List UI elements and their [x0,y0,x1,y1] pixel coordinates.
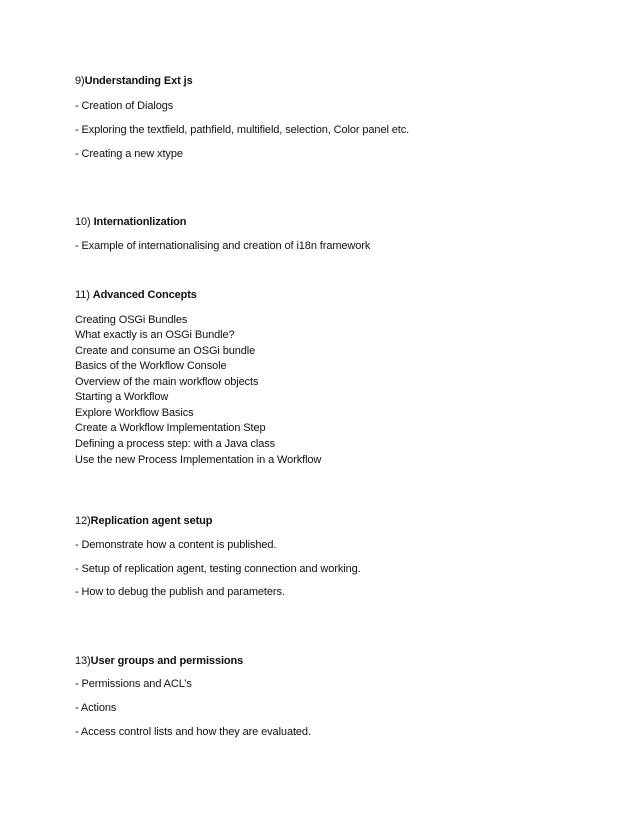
section-line: Starting a Workflow [75,391,169,403]
section-line: - Example of internationalising and creation of i18n framework [75,240,371,252]
section-line: Creating OSGi Bundles [75,314,188,326]
section-title: Internationlization [93,216,187,228]
section-heading-12 [75,514,212,528]
section-line: - Creating a new xtype [75,148,183,160]
section-heading-10 [75,215,186,229]
section-title: Replication agent setup [90,515,213,527]
section-title: Advanced Concepts [92,289,197,301]
section-line: Defining a process step: with a Java class [75,438,276,450]
section-number: 10) [75,216,91,228]
section-line: What exactly is an OSGi Bundle? [75,329,235,341]
section-heading-9 [75,74,193,88]
section-line: Overview of the main workflow objects [75,376,259,388]
section-line: - Creation of Dialogs [75,100,174,112]
section-number: 9) [75,75,85,87]
section-line: - Demonstrate how a content is published. [75,539,277,551]
section-heading-11 [75,288,197,302]
section-line: Create a Workflow Implementation Step [75,422,266,434]
section-heading-13 [75,654,243,668]
section-number: 13) [75,655,91,667]
section-line: Explore Workflow Basics [75,407,194,419]
section-line: Use the new Process Implementation in a Workflow [75,454,322,466]
section-line: - Actions [75,702,117,714]
section-title: Understanding Ext js [84,75,193,87]
section-line: - Access control lists and how they are evaluated. [75,726,311,738]
section-line: Basics of the Workflow Console [75,360,227,372]
section-line: - Setup of replication agent, testing connection and working. [75,563,361,575]
section-line: - Permissions and ACL’s [75,678,192,690]
section-line: - How to debug the publish and parameters. [75,586,285,598]
section-line: - Exploring the textfield, pathfield, multifield, selection, Color panel etc. [75,124,410,136]
section-number: 12) [75,515,91,527]
section-line: Create and consume an OSGi bundle [75,345,256,357]
section-title: User groups and permissions [90,655,244,667]
section-number: 11) [75,289,90,301]
